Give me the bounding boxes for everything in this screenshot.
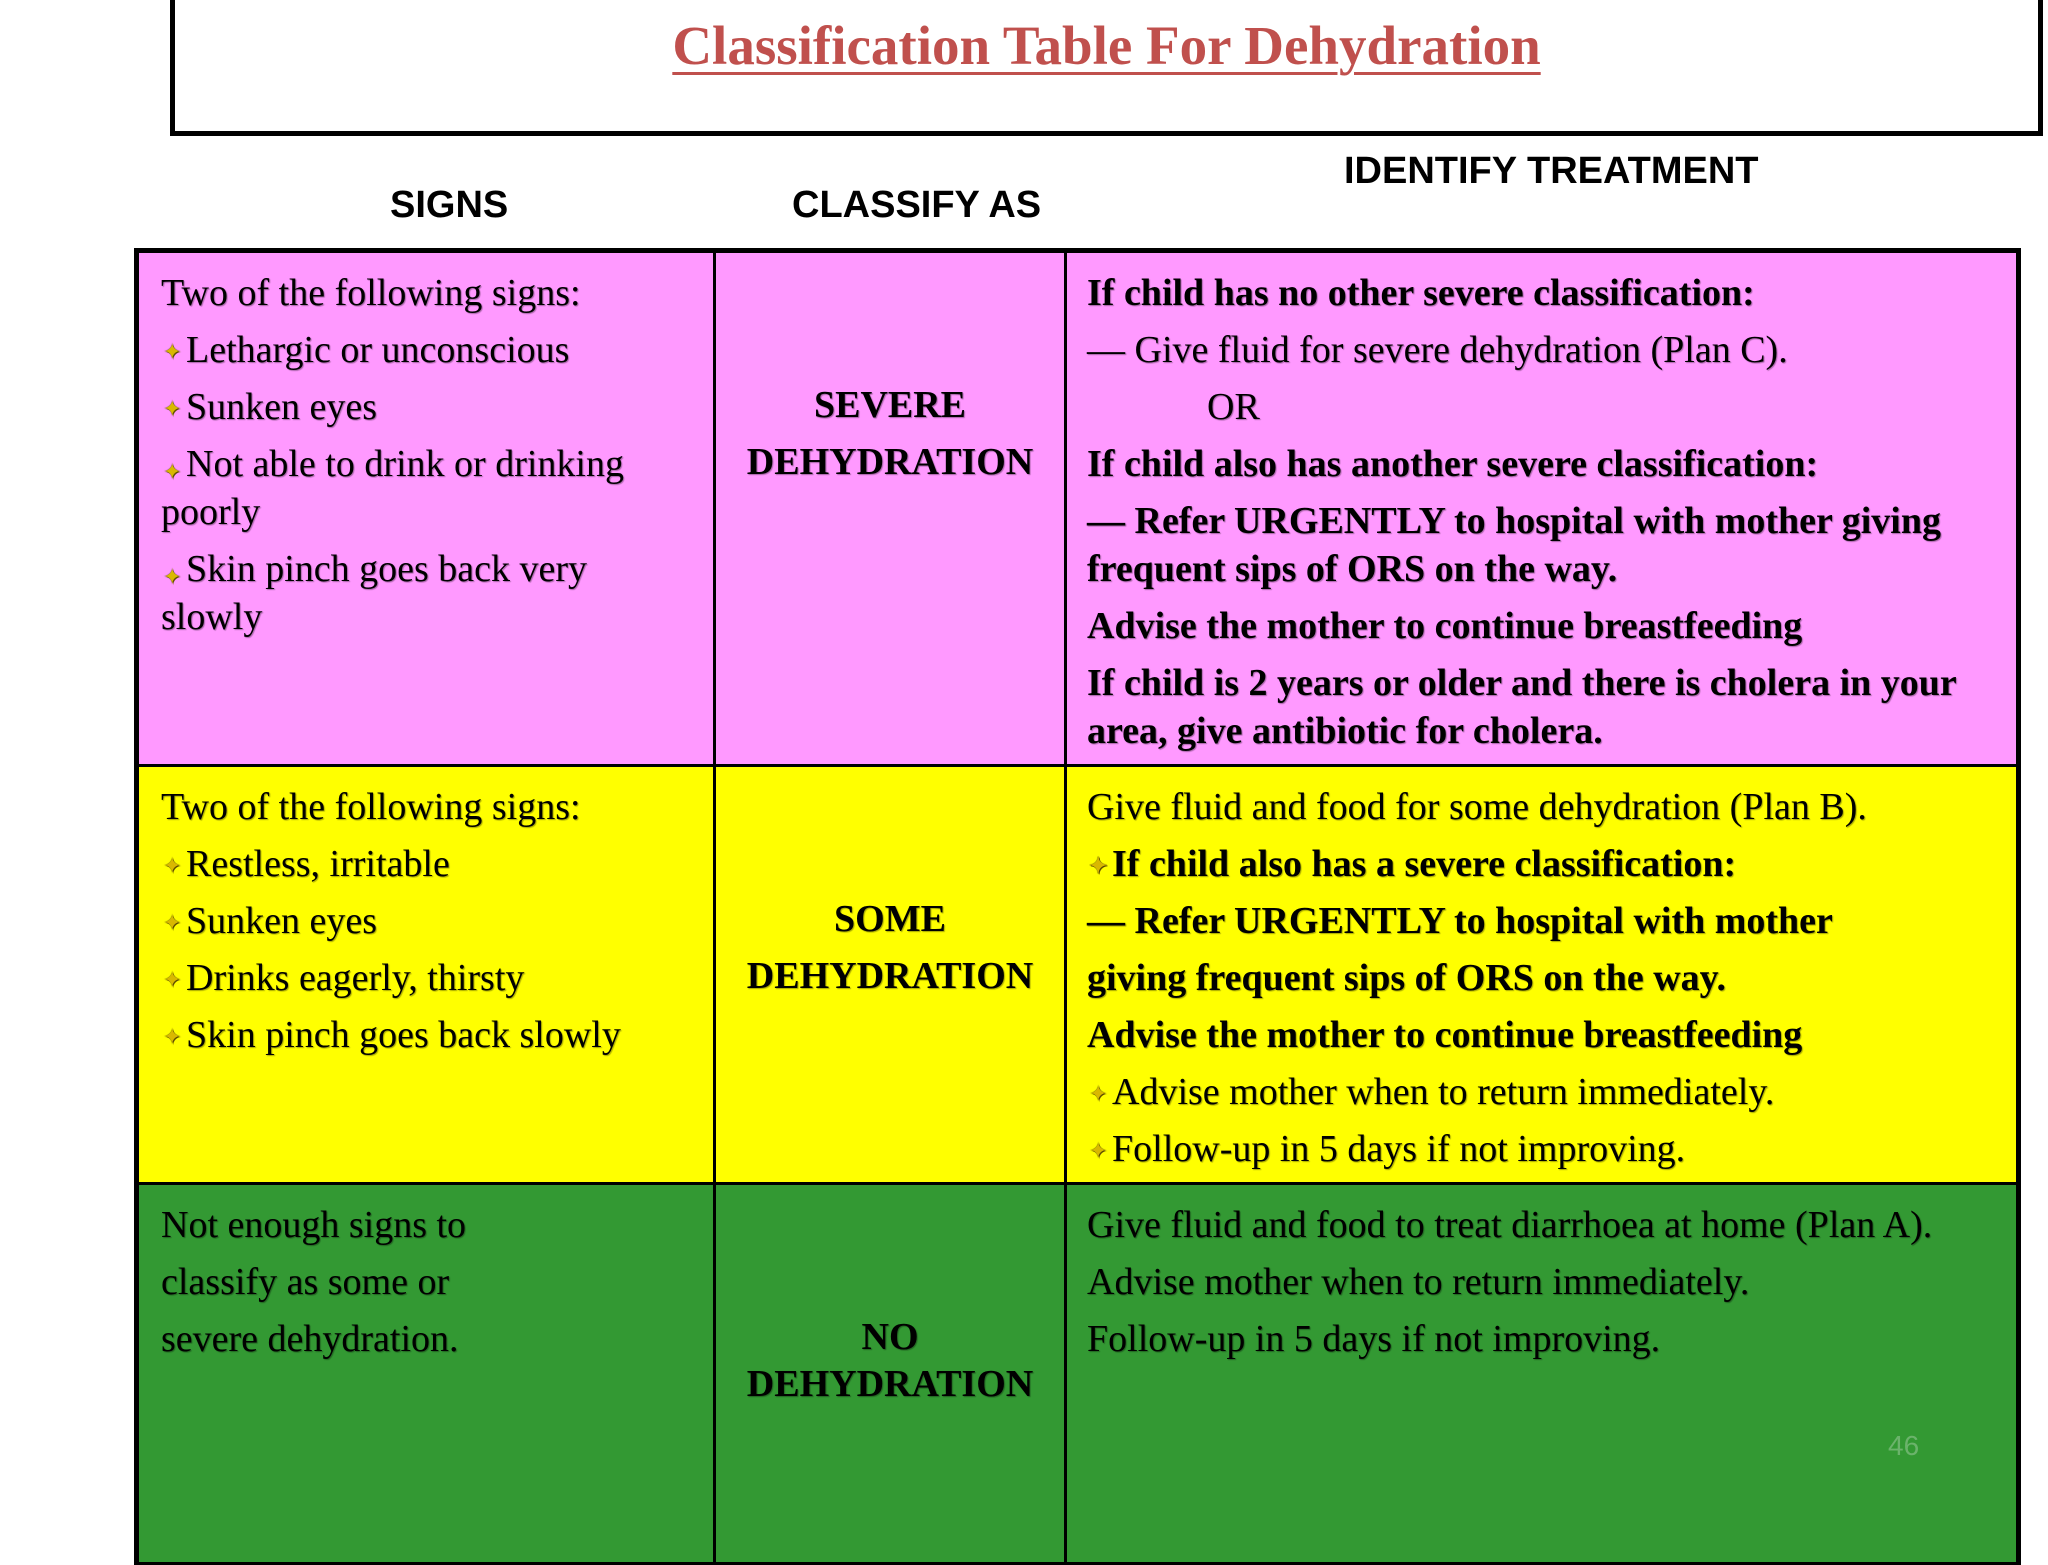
severe-treatment-or: OR [1207, 386, 1260, 428]
star-bullet-icon [161, 446, 186, 476]
star-bullet-icon [161, 551, 186, 581]
severe-sign-item: ✦Skin pinch goes back very slowly [161, 545, 695, 641]
severe-signs-intro: Two of the following signs: [161, 272, 581, 314]
some-treatment-line: ✦ Follow-up in 5 days if not improving. [1087, 1125, 1996, 1173]
some-treatment-line: ✦ If child also has a severe classification: [1087, 840, 1996, 888]
none-classify-line1: NO [861, 1316, 919, 1358]
severe-treatment-line: — Give fluid for severe dehydration (Plan C). [1087, 329, 1788, 371]
some-sign-item: ✦ Restless, irritable [161, 840, 695, 888]
none-treatment-line: Give fluid and food to treat diarrhoea at home (Plan A). [1087, 1204, 1933, 1246]
none-signs-line: severe dehydration. [161, 1318, 459, 1360]
severe-treatment-line: Advise the mother to continue breastfeeding [1087, 605, 1803, 647]
none-treatment-line: Advise mother when to return immediately. [1087, 1261, 1750, 1303]
star-bullet-icon [1087, 1068, 1112, 1116]
some-classify-line2: DEHYDRATION [746, 955, 1034, 997]
header-identify-treatment: IDENTIFY TREATMENT [1344, 150, 1759, 192]
severe-treatment-line: — Refer URGENTLY to hospital with mother giving frequent sips of ORS on the way. [1087, 500, 1941, 590]
severe-classify-cell [715, 251, 1066, 766]
none-classify-line2: DEHYDRATION [746, 1363, 1034, 1405]
some-treatment-line: ✦ Advise mother when to return immediately. [1087, 1068, 1996, 1116]
some-classify-line1: SOME [834, 898, 946, 940]
severe-treatment-line: If child is 2 years or older and there is cholera in your area, give antibiotic for cholera. [1087, 662, 1957, 752]
severe-signs-cell [137, 251, 715, 766]
star-bullet-icon [161, 897, 186, 945]
severe-classify-line1: SEVERE [813, 384, 967, 426]
some-sign-item: ✦ Drinks eagerly, thirsty [161, 954, 695, 1002]
row-severe [137, 251, 2019, 766]
some-treatment-cell [1066, 766, 2019, 1184]
star-bullet-icon [161, 1011, 186, 1059]
star-bullet-icon [161, 326, 186, 374]
page-number: 46 [1888, 1430, 1920, 1461]
some-sign-item: ✦ Skin pinch goes back slowly [161, 1011, 695, 1059]
severe-treatment-line: If child has no other severe classification: [1087, 272, 1755, 314]
some-sign-item: ✦ Sunken eyes [161, 897, 695, 945]
some-signs-intro: Two of the following signs: [161, 786, 581, 828]
star-bullet-icon [161, 840, 186, 888]
star-bullet-icon [161, 383, 186, 431]
severe-sign-item: ✦ Lethargic or unconscious [161, 326, 695, 374]
header-signs: SIGNS [390, 184, 509, 226]
some-treatment-line: — Refer URGENTLY to hospital with mother [1087, 900, 1833, 942]
none-treatment-line: Follow-up in 5 days if not improving. [1087, 1318, 1661, 1360]
severe-treatment-line: If child also has another severe classification: [1087, 443, 1819, 485]
none-signs-cell [137, 1184, 715, 1564]
some-treatment-line: giving frequent sips of ORS on the way. [1087, 957, 1727, 999]
header-classify-as: CLASSIFY AS [792, 184, 1042, 226]
some-treatment-line: Advise the mother to continue breastfeeding [1087, 1014, 1803, 1056]
some-treatment-line: Give fluid and food for some dehydration (Plan B). [1087, 786, 1867, 828]
none-classify-cell [715, 1184, 1066, 1564]
none-signs-line: Not enough signs to [161, 1204, 467, 1246]
page-title: Classification Table For Dehydration [672, 15, 1541, 76]
severe-classify-line2: DEHYDRATION [746, 441, 1034, 483]
dehydration-table [134, 248, 2021, 1565]
star-bullet-icon [1087, 840, 1112, 888]
title-box [170, 0, 2043, 136]
severe-treatment-cell [1066, 251, 2019, 766]
some-signs-cell [137, 766, 715, 1184]
severe-sign-item: ✦Not able to drink or drinking poorly [161, 440, 695, 536]
row-some [137, 766, 2019, 1184]
severe-sign-item: ✦ Sunken eyes [161, 383, 695, 431]
none-treatment-cell [1066, 1184, 2019, 1564]
star-bullet-icon [1087, 1125, 1112, 1173]
row-none [137, 1184, 2019, 1564]
some-classify-cell [715, 766, 1066, 1184]
none-signs-line: classify as some or [161, 1261, 450, 1303]
star-bullet-icon [161, 954, 186, 1002]
